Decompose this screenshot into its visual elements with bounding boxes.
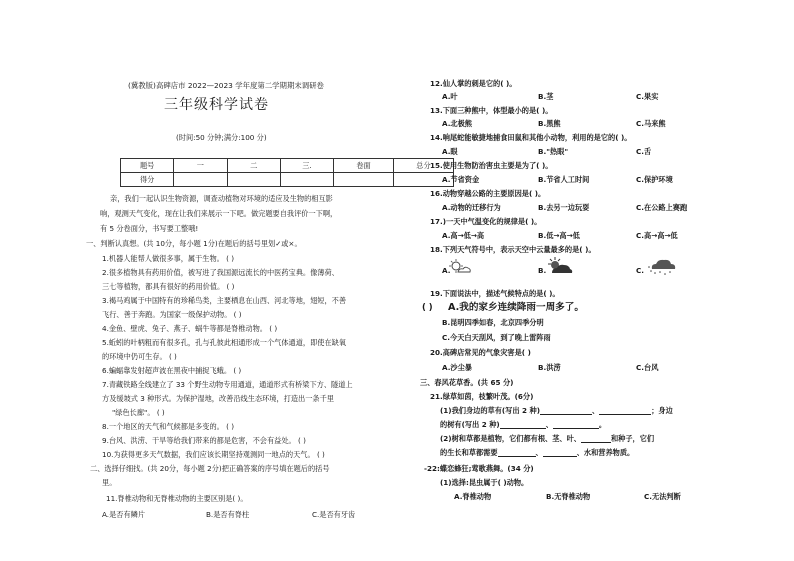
question-20: 20.高碑店常见的气象灾害是( ) [430, 348, 531, 357]
option-b[interactable]: B.黑熊 [538, 119, 561, 128]
option-a[interactable]: A.沙尘暴 [442, 363, 472, 372]
option-c[interactable]: C.是否有牙齿 [312, 510, 356, 519]
answer-blank[interactable] [581, 434, 611, 443]
section2-header-cont: 里。 [102, 478, 117, 487]
question-line: 三七等植物，都具有很好的药用价值。 ( ) [102, 282, 235, 291]
question-11: 11.脊椎动物和无脊椎动物的主要区别是( )。 [106, 494, 248, 503]
exam-time: (时间:50 分钟;满分:100 分) [176, 133, 267, 142]
option-c[interactable]: C.高→高→低 [636, 231, 678, 240]
score-cell: 一 [174, 159, 227, 173]
option-a[interactable]: A.叶 [442, 92, 458, 101]
question-line: 8.一个地区的天气和气候都是多变的。 ( ) [102, 422, 235, 431]
answer-blank[interactable] [599, 406, 651, 415]
option-a[interactable]: A. [442, 266, 451, 275]
question-line: "绿色长廊"。 ( ) [112, 408, 165, 417]
exam-title: 三年级科学试卷 [164, 97, 269, 113]
option-a[interactable]: A.我的家乡连续降雨一周多了。 [448, 302, 584, 313]
score-input-cell[interactable] [334, 173, 394, 187]
answer-bracket[interactable]: ( ) [422, 302, 433, 312]
option-a[interactable]: A.脊椎动物 [454, 492, 492, 501]
option-a[interactable]: A.节省资金 [442, 175, 480, 184]
section2-header: 二、选择仔细找。(共 20分，每小题 2分)把正确答案的序号填在题后的括号 [90, 464, 330, 473]
option-b[interactable]: B.节省人工时间 [538, 175, 590, 184]
question-line: 2.很多植物具有药用价值，被写进了我国源远流长的中医药宝典。像薄荷、 [102, 268, 339, 277]
score-input-cell[interactable] [227, 173, 280, 187]
question-line: 9.台风、洪涝、干旱等给我们带来的都是危害，不会有益处。 ( ) [102, 436, 306, 445]
sunny-partly-cloudy-icon [448, 258, 472, 276]
option-b[interactable]: B.昆明四季如春，北京四季分明 [442, 318, 544, 327]
question-21: 21.绿草如茵，枝繁叶茂。(6分) [430, 392, 534, 401]
option-c[interactable]: C.今天白天刮风，到了晚上雷阵雨 [442, 333, 551, 342]
option-b[interactable]: B.去另一边玩耍 [538, 203, 590, 212]
option-a[interactable]: A.眼 [442, 147, 458, 156]
answer-blank[interactable] [498, 448, 536, 457]
question-line: 4.金鱼、壁虎、兔子、燕子、蜗牛等都是脊椎动物。 ( ) [102, 324, 278, 333]
option-b[interactable]: B.是否有脊柱 [206, 510, 250, 519]
question-text: (2)树和草都是植物，它们都有根、茎、叶、 [440, 434, 581, 443]
score-cell: 二 [227, 159, 280, 173]
cloudy-sun-icon [546, 256, 574, 276]
question-22-1: (1)选择:昆虫属于( )动物。 [440, 478, 529, 487]
score-cell: 得分 [121, 173, 174, 187]
question-16: 16.动物穿越公路的主要原因是( )。 [430, 189, 546, 198]
score-cell: 三. [280, 159, 333, 173]
score-table [120, 158, 454, 187]
answer-blank[interactable] [543, 448, 577, 457]
option-b[interactable]: B.茎 [538, 92, 554, 101]
option-c[interactable]: C. [636, 266, 645, 275]
question-line: 飞行、善于奔跑。为国家一级保护动物。 ( ) [102, 310, 242, 319]
option-c[interactable]: C.台风 [636, 363, 659, 372]
question-line: 1.机器人能帮人做很多事，属于生物。 ( ) [102, 254, 235, 263]
question-18: 18.下列天气符号中，表示天空中云量最多的是( )。 [430, 245, 596, 254]
answer-blank[interactable] [500, 420, 546, 429]
option-a[interactable]: A.北极熊 [442, 119, 472, 128]
score-cell: 总分 [394, 159, 454, 173]
exam-subtitle: (冀教版)高碑店市 2022—2023 学年度第二学期期末调研卷 [128, 81, 324, 90]
question-21-2-cont: 的生长和草都需要 、 、水和营养物质。 [440, 448, 635, 457]
question-22: -22:蝶恋蜂狂;莺歌燕舞。(34 分) [424, 464, 534, 473]
question-line: 10.为获得更多天气数据，我们应该长期坚持观测同一地点的天气。 ( ) [102, 450, 325, 459]
score-input-cell[interactable] [174, 173, 227, 187]
option-c[interactable]: C.马来熊 [636, 119, 666, 128]
question-line: 的环境中仍可生存。 ( ) [102, 352, 177, 361]
question-15: 15.使用生物防治害虫主要是为了( )。 [430, 161, 553, 170]
question-line: 7.青藏铁路全线建立了 33 个野生动物专用通道，通道形式有桥梁下方、隧道上 [102, 380, 353, 389]
option-c[interactable]: C.果实 [636, 92, 659, 101]
option-b[interactable]: B."热眼" [538, 147, 569, 156]
answer-blank[interactable] [540, 406, 592, 415]
question-21-1: (1)我们身边的草有(写出 2 种) 、 ；身边 [440, 406, 673, 415]
question-line: 5.蚯蚓的叶柄粗而有很多孔，孔与孔彼此相通形成一个气体通道，即使在缺氧 [102, 338, 347, 347]
intro-line: 有 5 分卷面分，书写要工整哦! [100, 224, 199, 233]
score-input-cell[interactable] [280, 173, 333, 187]
score-cell: 卷面 [334, 159, 394, 173]
option-a[interactable]: A.高→低→高 [442, 231, 485, 240]
question-21-2 [440, 434, 654, 443]
option-b[interactable]: B.无脊椎动物 [546, 492, 591, 501]
question-text: 、水和营养物质。 [576, 448, 635, 457]
question-text: 的树有(写出 2 种) [440, 420, 500, 429]
question-19: 19.下面说法中，描述气候特点的是( )。 [430, 289, 560, 298]
option-b[interactable]: B.低→高→低 [538, 231, 580, 240]
intro-line: 亲，我们一起认识生物资源，调查动植物对环境的适应及生物的相互影 [110, 194, 333, 203]
question-line: 方及缓坡式 3 种形式。为保护湿地，改善沿线生态环境，打造出一条千里 [102, 394, 334, 403]
question-line: 3.褐马鸡属于中国特有的珍稀鸟类，主要栖息在山西、河北等地，翅短，不善 [102, 296, 347, 305]
question-14: 14.响尾蛇能敏捷地捕食田鼠和其他小动物，利用的是它的( )。 [430, 133, 632, 142]
question-text: 和种子，它们 [610, 434, 655, 443]
question-17: 17.)一天中气温变化的规律是( )。 [430, 217, 542, 226]
question-text: ；身边 [651, 406, 673, 415]
option-c[interactable]: C.在公路上赛跑 [636, 203, 688, 212]
option-a[interactable]: A.动物的迁移行为 [442, 203, 501, 212]
option-a[interactable]: A.是否有鳞片 [102, 510, 146, 519]
question-13: 13.下面三种熊中，体型最小的是( )。 [430, 106, 553, 115]
option-c[interactable]: C.无法判断 [644, 492, 681, 501]
section3-header: 三、春风花草香。(共 65 分) [420, 378, 514, 387]
question-text: (1)我们身边的草有(写出 2 种) [440, 406, 541, 415]
section1-header: 一、判断认真想。(共 10分，每小题 1分)在题后的括号里划✓或×。 [86, 239, 302, 248]
score-table-score-row [121, 173, 454, 187]
option-b[interactable]: B.洪涝 [538, 363, 561, 372]
question-12: 12.仙人掌的刺是它的( )。 [430, 79, 517, 88]
intro-line: 响，观测天气变化，现在让我们来展示一下吧。做完题要自我评价一下啊， [100, 209, 338, 218]
option-b[interactable]: B. [538, 266, 547, 275]
question-21-1-cont: 的树有(写出 2 种) 、 。 [440, 420, 607, 429]
overcast-rain-icon [648, 256, 678, 276]
answer-blank[interactable] [553, 420, 599, 429]
score-table-header-row [121, 159, 454, 173]
question-line: 6.蝙蝠靠发射超声波在黑夜中捕捉飞蛾。 ( ) [102, 366, 242, 375]
score-cell: 题号 [121, 159, 174, 173]
option-c[interactable]: C.舌 [636, 147, 652, 156]
option-c[interactable]: C.保护环境 [636, 175, 673, 184]
question-text: 的生长和草都需要 [440, 448, 498, 457]
